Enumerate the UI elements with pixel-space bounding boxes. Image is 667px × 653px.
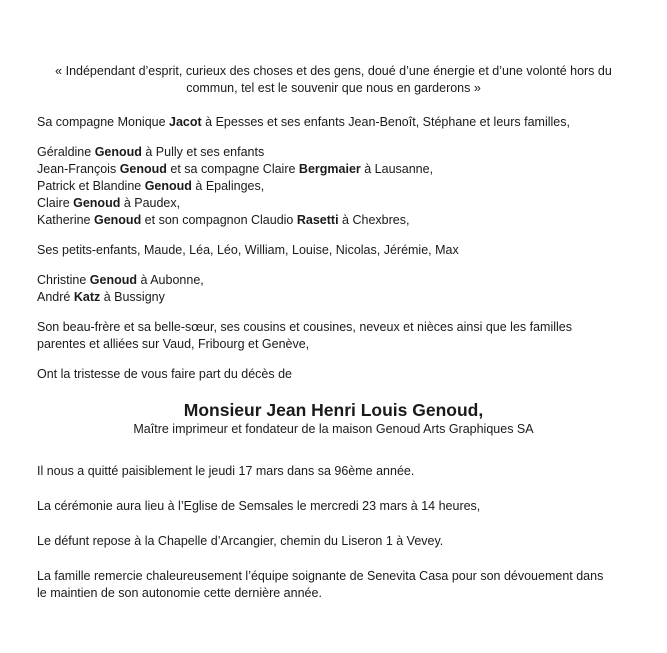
family-name: Bergmaier [298,162,361,176]
family-name: Genoud [119,162,167,176]
ceremony-line [37,498,630,515]
repose-line [37,533,630,550]
text-segment: Patrick et Blandine [37,179,145,193]
extended-family [37,319,630,353]
deceased-title-line [37,421,630,438]
relatives-line [37,272,630,289]
epigraph-line [37,80,630,97]
thanks-line [37,568,630,585]
extended-family-line [37,336,630,353]
text-segment: à Paudex, [120,196,181,210]
passing [37,463,630,480]
text-segment: André [37,290,74,304]
children-line [37,161,630,178]
children [37,144,630,229]
text-segment: La cérémonie aura lieu à l’Eglise de Semsales le mercredi 23 mars à 14 heures, [37,499,481,513]
family-name: Katz [73,290,101,304]
epigraph-line [37,63,630,80]
ceremony [37,498,630,515]
document-content [37,63,630,602]
text-segment: Jean-François [37,162,120,176]
deceased-name-line [37,399,630,421]
text-segment: à Epesses et ses enfants Jean-Benoît, Stéphane et leurs familles, [201,115,570,129]
text-segment: Géraldine [37,145,95,159]
text-segment: Ont la tristesse de vous faire part du décès de [37,367,292,381]
thanks-line [37,585,630,602]
family-name: Rasetti [296,213,339,227]
text-segment: « Indépendant d’esprit, curieux des choses et des gens, doué d’une énergie et d’une volonté hors du [55,64,612,78]
thanks [37,568,630,602]
text-segment: parentes et alliées sur Vaud, Fribourg et Genève, [37,337,310,351]
text-segment: à Epalinges, [191,179,265,193]
announcement [37,366,630,383]
grandchildren [37,242,630,259]
family-name: Genoud [94,145,142,159]
text-segment: Sa compagne Monique [37,115,170,129]
passing-line [37,463,630,480]
text-segment: La famille remercie chaleureusement l’équipe soignante de Senevita Casa pour son dévouement dans [37,569,604,583]
children-line [37,212,630,229]
children-line [37,178,630,195]
text-segment: le maintien de son autonomie cette dernière année. [37,586,322,600]
text-segment: à Bussigny [100,290,165,304]
text-segment: Christine [37,273,90,287]
partner [37,114,630,131]
grandchildren-line [37,242,630,259]
repose [37,533,630,550]
announcement-line [37,366,630,383]
text-segment: Son beau-frère et sa belle-sœur, ses cousins et cousines, neveux et nièces ainsi que les familles [37,320,572,334]
text-segment: à Pully et ses enfants [141,145,265,159]
text-segment: Le défunt repose à la Chapelle d’Arcangier, chemin du Liseron 1 à Vevey. [37,534,444,548]
epigraph [37,63,630,97]
text-segment: Ses petits-enfants, Maude, Léa, Léo, William, Louise, Nicolas, Jérémie, Max [37,243,459,257]
text-segment: et son compagnon Claudio [141,213,297,227]
extended-family-line [37,319,630,336]
text-segment: Maître imprimeur et fondateur de la maison Genoud Arts Graphiques SA [133,422,534,436]
text-segment: à Chexbres, [338,213,410,227]
relatives [37,272,630,306]
family-name: Genoud [144,179,192,193]
text-segment: Claire [37,196,74,210]
deceased-name [37,399,630,421]
family-name: Jacot [169,115,202,129]
deceased-title [37,421,630,438]
relatives-line [37,289,630,306]
text-segment: à Lausanne, [360,162,434,176]
text-segment: et sa compagne Claire [166,162,299,176]
children-line [37,195,630,212]
family-name: Genoud [93,213,142,227]
text-segment: Monsieur Jean Henri Louis Genoud, [183,400,484,420]
text-segment: à Aubonne, [137,273,204,287]
family-name: Genoud [89,273,138,287]
text-segment: Katherine [37,213,94,227]
text-segment: commun, tel est le souvenir que nous en garderons » [186,81,481,95]
text-segment: Il nous a quitté paisiblement le jeudi 17 mars dans sa 96ème année. [37,464,415,478]
children-line [37,144,630,161]
family-name: Genoud [73,196,121,210]
partner-line [37,114,630,131]
